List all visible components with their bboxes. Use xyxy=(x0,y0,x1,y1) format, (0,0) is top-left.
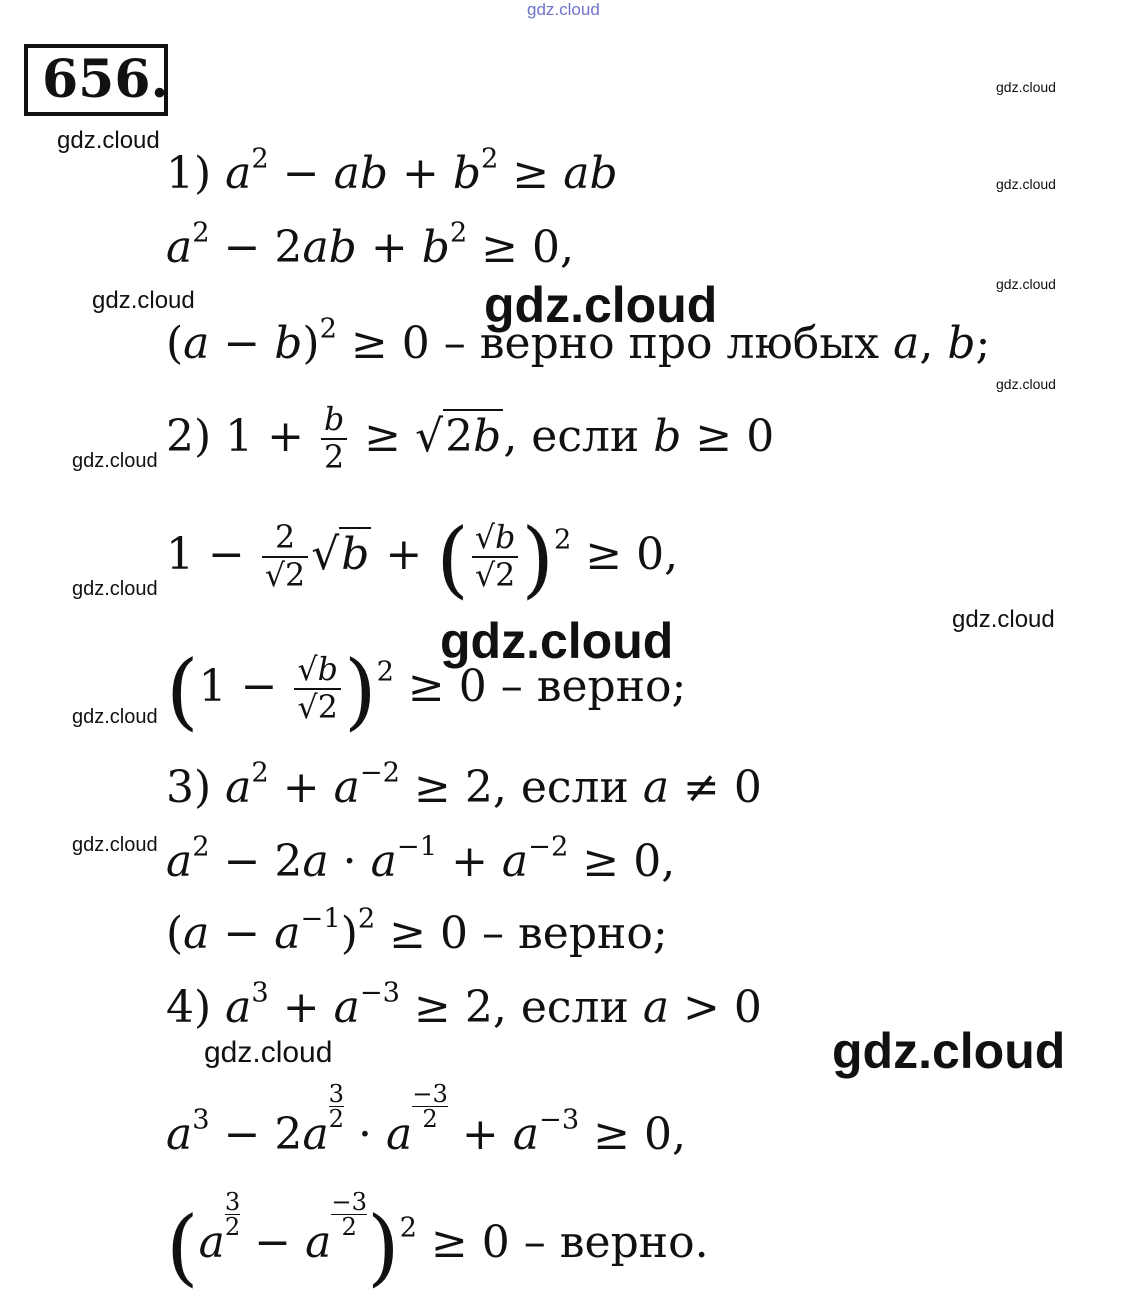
problem-number-box xyxy=(24,44,168,116)
math-line-8: $a^2 - 2a \cdot a^{-1} + a^{-2} \ge 0$, xyxy=(166,831,676,887)
math-line-4: 2) 1 + $\frac{b}{2}$ ≥ √2b, если b ≥ 0 xyxy=(166,402,775,477)
text-esli: , если xyxy=(503,410,640,462)
text-verno-end: – верно. xyxy=(523,1216,709,1268)
math-line-1: 1) $a^2$ − ab + $b^2$ ≥ ab xyxy=(166,143,618,199)
math-line-2: $a^2 - 2ab + b^2 \ge 0$, xyxy=(166,217,575,273)
text-esli: , если xyxy=(492,762,629,813)
math-line-11: $a^3 - 2a$ $\frac{3}{2}$ · a $\frac{-3}{2}$ + $a^{-3} \ge 0$, xyxy=(166,1080,687,1160)
watermark-large: gdz.cloud xyxy=(440,613,674,669)
text-verno: – верно; xyxy=(482,908,668,959)
math-line-3: $(a - b)^2 \ge 0$ – верно про любых a, b; xyxy=(166,313,991,369)
watermark: gdz.cloud xyxy=(996,176,1056,192)
watermark: gdz.cloud xyxy=(996,276,1056,292)
math-line-5: 1 − $\frac{2}{√2}$ √b + ( $\frac{√b}{√2}$ )$^2$ ≥ 0, xyxy=(166,509,679,608)
watermark: gdz.cloud xyxy=(72,578,158,600)
math-line-10: 4) $a^3 + a^{-3} \ge 2$, если a > 0 xyxy=(166,977,762,1033)
watermark-large: gdz.cloud xyxy=(484,277,718,333)
watermark: gdz.cloud xyxy=(996,79,1056,95)
text-verno: – верно; xyxy=(500,660,687,712)
watermark: gdz.cloud xyxy=(57,127,160,154)
math-line-12: (a $\frac{3}{2}$ − a $\frac{-3}{2}$ )$^2$ ≥ 0 – верно. xyxy=(166,1188,709,1295)
watermark: gdz.cloud xyxy=(204,1036,333,1069)
watermark-large: gdz.cloud xyxy=(832,1023,1066,1079)
watermark: gdz.cloud xyxy=(996,376,1056,392)
text-esli: , если xyxy=(492,982,629,1033)
watermark: gdz.cloud xyxy=(72,706,158,728)
watermark: gdz.cloud xyxy=(72,834,158,856)
watermark: gdz.cloud xyxy=(72,450,158,472)
math-line-9: $(a - a^{-1})^2 \ge 0$ – верно; xyxy=(166,903,668,959)
math-line-7: 3) $a^2 + a^{-2} \ge 2$, если a ≠ 0 xyxy=(166,757,762,813)
watermark: gdz.cloud xyxy=(92,287,195,314)
watermark: gdz.cloud xyxy=(952,606,1055,633)
watermark-top: gdz.cloud xyxy=(527,0,600,19)
problem-number: 656. xyxy=(42,49,169,110)
math-line-6: (1 − $\frac{√b}{√2}$ )$^2$ ≥ 0 – верно; xyxy=(166,641,687,740)
text-verno-lyubyh: – верно про любых xyxy=(443,318,880,369)
